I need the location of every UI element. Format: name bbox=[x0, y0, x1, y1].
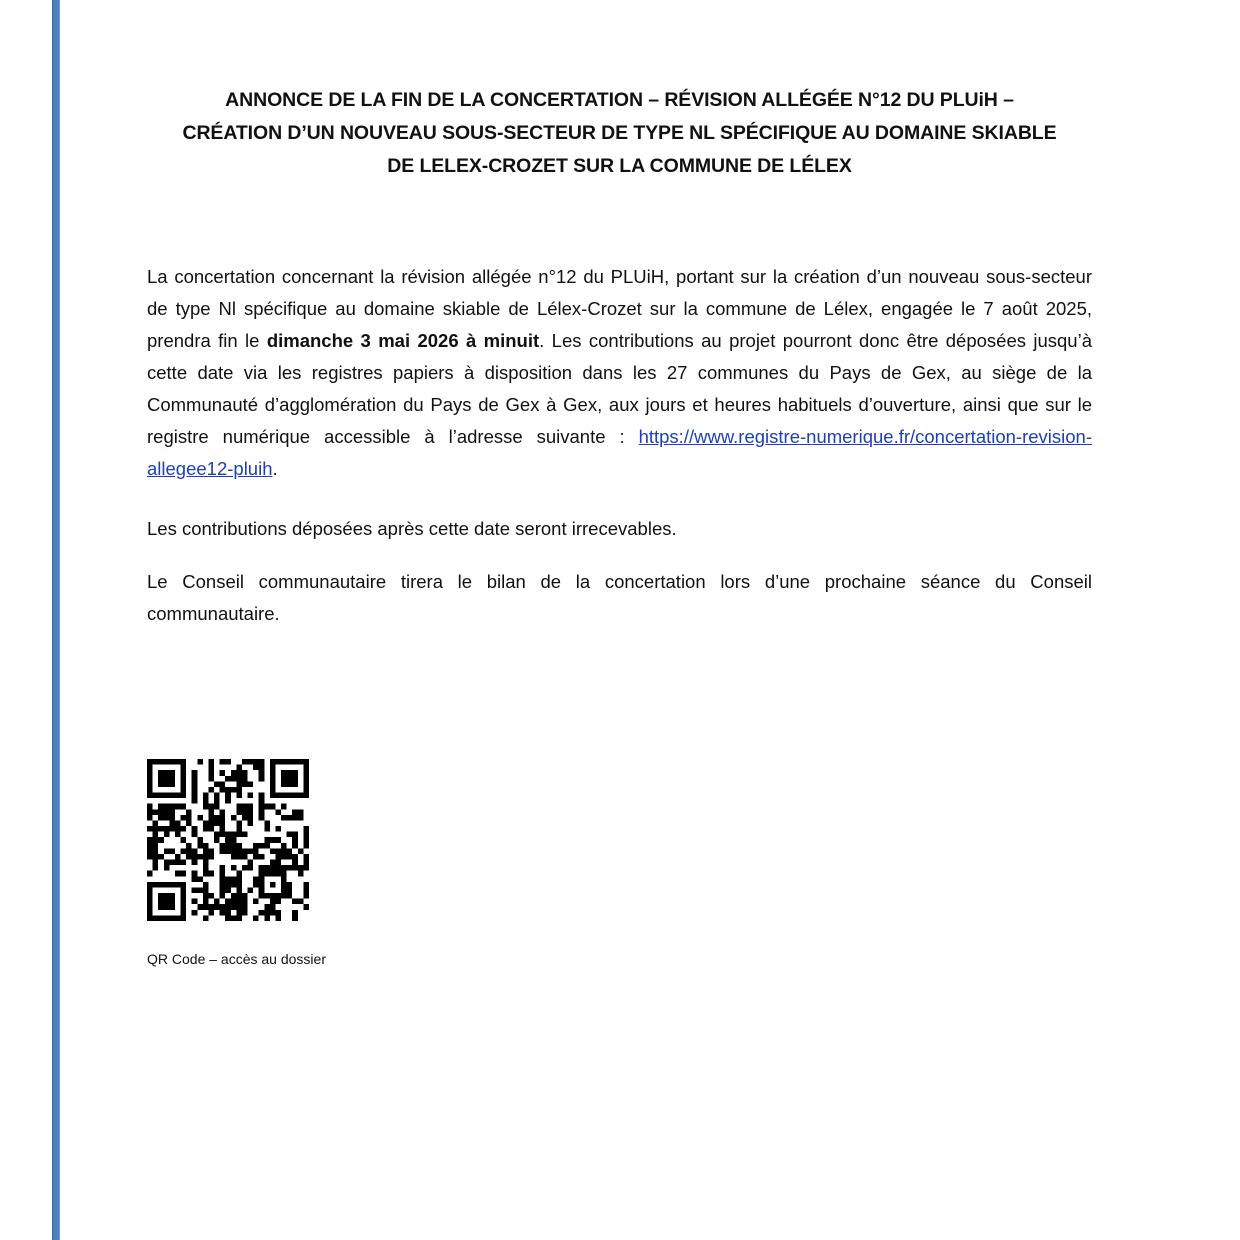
page-margin-rule bbox=[52, 0, 60, 1240]
qr-code-icon[interactable] bbox=[147, 759, 309, 921]
inadmissibility-paragraph: Les contributions déposées après cette date seront irrecevables. bbox=[147, 518, 677, 539]
qr-caption: QR Code – accès au dossier bbox=[147, 951, 326, 967]
document-title bbox=[147, 84, 1092, 183]
title-line-3: DE LELEX-CROZET SUR LA COMMUNE DE LÉLEX bbox=[387, 155, 852, 177]
end-date-bold: dimanche 3 mai 2026 à minuit bbox=[266, 330, 540, 351]
registry-link[interactable]: https://www.registre-numerique.fr/concertation-revision-allegee12-pluih bbox=[147, 426, 1092, 479]
paragraph-text-end: . bbox=[272, 458, 278, 479]
title-line-1: ANNONCE DE LA FIN DE LA CONCERTATION – RÉVISION ALLÉGÉE N°12 DU PLUiH – bbox=[225, 89, 1014, 111]
council-paragraph: Le Conseil communautaire tirera le bilan de la concertation lors d’une prochaine séance du Conseil communautaire. bbox=[147, 571, 1092, 624]
paragraph-text-intro: La concertation concernant la révision allégée n°12 du PLUiH, portant sur la création d’un nouveau sous-secteur de type Nl spécifique au domaine skiable de Lélex-Crozet sur la commune de Lélex, engagée le 7 août 2025, prendra fin le bbox=[147, 266, 1092, 351]
paragraph-text-details: . Les contributions au projet pourront donc être déposées jusqu’à cette date via les registres papiers à disposition dans les 27 communes du Pays de Gex, au siège de la Communauté d’agglomération du Pays de Gex à Gex, aux jours et heures habituels d’ouverture, ainsi que sur le registre numérique accessible à l’adresse suivante : bbox=[147, 330, 1092, 447]
title-line-2: CRÉATION D’UN NOUVEAU SOUS-SECTEUR DE TYPE NL SPÉCIFIQUE AU DOMAINE SKIABLE bbox=[182, 122, 1057, 144]
announcement-paragraph bbox=[147, 261, 1092, 485]
